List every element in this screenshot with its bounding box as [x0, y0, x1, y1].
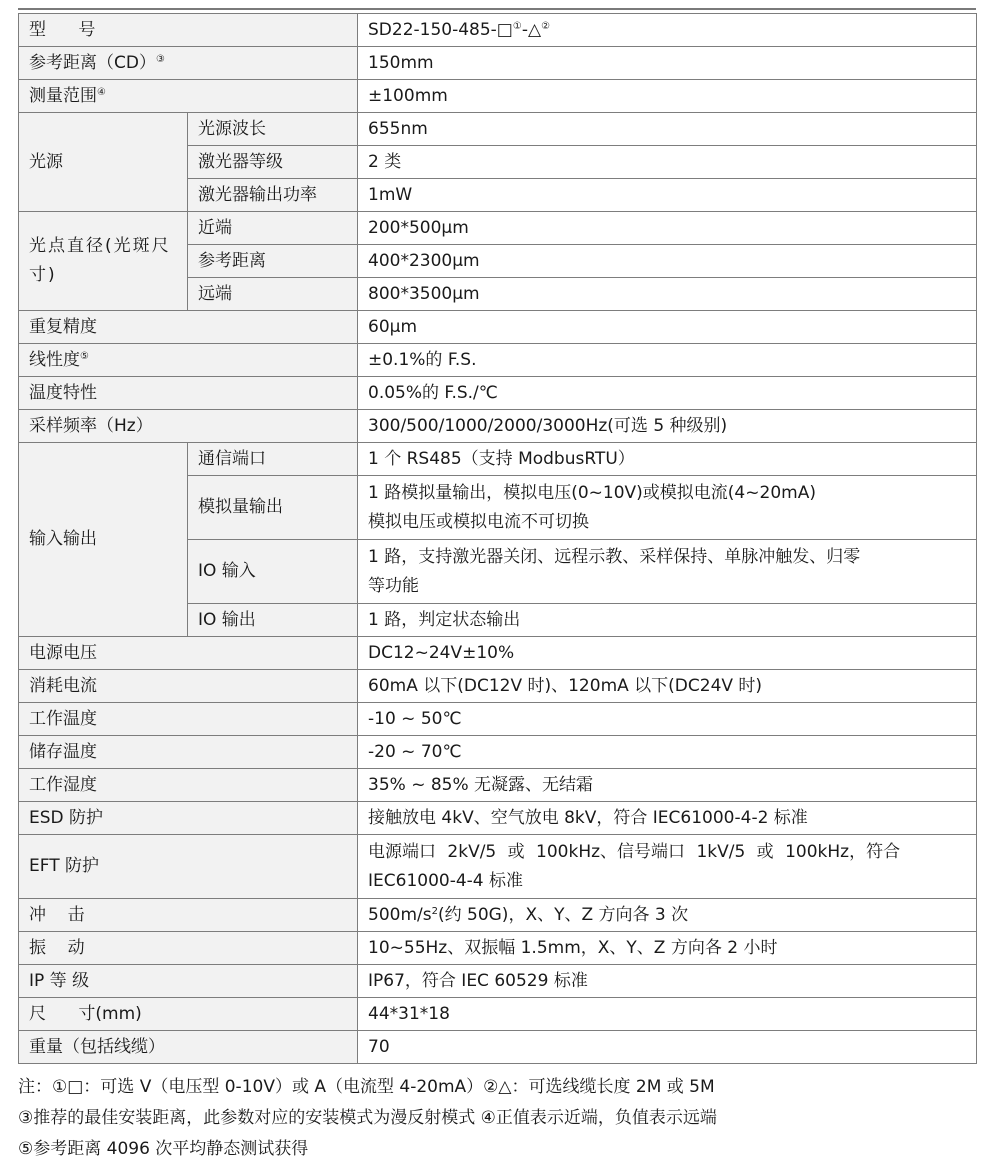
sub-value: 2 类 — [358, 146, 977, 179]
row-label-vibration: 振 动 — [19, 932, 358, 965]
sub-label: 近端 — [188, 212, 358, 245]
group-label-spot-size: 光点直径(光斑尺寸) — [19, 212, 188, 311]
row-label-shock: 冲 击 — [19, 899, 358, 932]
table-row — [19, 670, 977, 703]
row-value-esd: 接触放电 4kV、空气放电 8kV，符合 IEC61000-4-2 标准 — [358, 802, 977, 835]
row-label-storage-temp: 储存温度 — [19, 736, 358, 769]
footnote-line: ③推荐的最佳安装距离，此参数对应的安装模式为漫反射模式 ④正值表示近端，负值表示远端 — [18, 1108, 717, 1128]
row-value-weight: 70 — [358, 1031, 977, 1064]
sub-value: 1 路，判定状态输出 — [358, 604, 977, 637]
table-row — [19, 80, 977, 113]
row-value-linearity: ±0.1%的 F.S. — [358, 344, 977, 377]
sub-label: 模拟量输出 — [188, 476, 358, 540]
footnotes — [18, 1072, 976, 1165]
sub-value: 1 个 RS485（支持 ModbusRTU） — [358, 443, 977, 476]
sub-label: 远端 — [188, 278, 358, 311]
table-row — [19, 377, 977, 410]
row-value-model: SD22-150-485-□①-△② — [358, 14, 977, 47]
row-label-sample-rate: 采样频率（Hz） — [19, 410, 358, 443]
table-row — [19, 899, 977, 932]
row-label-current: 消耗电流 — [19, 670, 358, 703]
sub-value: 1 路，支持激光器关闭、远程示教、采样保持、单脉冲触发、归零 等功能 — [358, 540, 977, 604]
row-value-storage-temp: -20 ~ 70℃ — [358, 736, 977, 769]
group-label-light-source: 光源 — [19, 113, 188, 212]
row-value-size: 44*31*18 — [358, 998, 977, 1031]
sub-label: 光源波长 — [188, 113, 358, 146]
sub-value: 800*3500μm — [358, 278, 977, 311]
row-label-humidity: 工作湿度 — [19, 769, 358, 802]
table-row — [19, 835, 977, 899]
table-row — [19, 802, 977, 835]
row-label-ip-rating: IP 等 级 — [19, 965, 358, 998]
group-label-io: 输入输出 — [19, 443, 188, 637]
sub-value: 200*500μm — [358, 212, 977, 245]
sub-label: IO 输出 — [188, 604, 358, 637]
sub-label: 参考距离 — [188, 245, 358, 278]
sub-label: 激光器输出功率 — [188, 179, 358, 212]
footnote-line: 注：①□：可选 V（电压型 0-10V）或 A（电流型 4-20mA）②△：可选线缆长度 2M 或 5M — [18, 1077, 715, 1097]
table-row — [19, 344, 977, 377]
row-label-size: 尺 寸(mm) — [19, 998, 358, 1031]
row-label-eft: EFT 防护 — [19, 835, 358, 899]
row-value-repeatability: 60μm — [358, 311, 977, 344]
table-row — [19, 769, 977, 802]
table-row — [19, 998, 977, 1031]
sub-value: 1mW — [358, 179, 977, 212]
sub-value: 655nm — [358, 113, 977, 146]
row-value-sample-rate: 300/500/1000/2000/3000Hz(可选 5 种级别) — [358, 410, 977, 443]
row-value-ref-distance: 150mm — [358, 47, 977, 80]
table-row — [19, 212, 977, 245]
sub-value: 1 路模拟量输出，模拟电压(0~10V)或模拟电流(4~20mA) 模拟电压或模拟电流不可切换 — [358, 476, 977, 540]
table-row — [19, 14, 977, 47]
top-rule — [18, 8, 976, 10]
row-value-vibration: 10~55Hz、双振幅 1.5mm，X、Y、Z 方向各 2 小时 — [358, 932, 977, 965]
sub-label: 激光器等级 — [188, 146, 358, 179]
table-row — [19, 637, 977, 670]
table-row — [19, 443, 977, 476]
table-row — [19, 113, 977, 146]
row-value-supply-voltage: DC12~24V±10% — [358, 637, 977, 670]
row-label-esd: ESD 防护 — [19, 802, 358, 835]
row-label-range: 测量范围④ — [19, 80, 358, 113]
table-row — [19, 965, 977, 998]
table-row — [19, 1031, 977, 1064]
row-label-supply-voltage: 电源电压 — [19, 637, 358, 670]
row-value-eft: 电源端口 2kV/5 或 100kHz、信号端口 1kV/5 或 100kHz，符合 IEC61000-4-4 标准 — [358, 835, 977, 899]
row-value-temp-characteristic: 0.05%的 F.S./℃ — [358, 377, 977, 410]
row-value-range: ±100mm — [358, 80, 977, 113]
footnote-line: ⑤参考距离 4096 次平均静态测试获得 — [18, 1139, 309, 1159]
sub-label: 通信端口 — [188, 443, 358, 476]
table-row — [19, 311, 977, 344]
table-row — [19, 736, 977, 769]
table-row — [19, 410, 977, 443]
row-value-current: 60mA 以下(DC12V 时)、120mA 以下(DC24V 时) — [358, 670, 977, 703]
row-value-shock: $500m/s^2$(约 50G)，X、Y、Z 方向各 3 次 — [358, 899, 977, 932]
table-row — [19, 47, 977, 80]
row-label-ref-distance: 参考距离（CD）③ — [19, 47, 358, 80]
spec-table — [18, 13, 977, 1064]
row-label-temp-characteristic: 温度特性 — [19, 377, 358, 410]
table-row — [19, 932, 977, 965]
sub-value: 400*2300μm — [358, 245, 977, 278]
row-value-operating-temp: -10 ~ 50℃ — [358, 703, 977, 736]
row-label-weight: 重量（包括线缆） — [19, 1031, 358, 1064]
row-label-repeatability: 重复精度 — [19, 311, 358, 344]
table-row — [19, 703, 977, 736]
row-label-operating-temp: 工作温度 — [19, 703, 358, 736]
row-label-model: 型 号 — [19, 14, 358, 47]
row-value-ip-rating: IP67，符合 IEC 60529 标准 — [358, 965, 977, 998]
row-label-linearity: 线性度⑤ — [19, 344, 358, 377]
sub-label: IO 输入 — [188, 540, 358, 604]
row-value-humidity: 35% ~ 85% 无凝露、无结霜 — [358, 769, 977, 802]
